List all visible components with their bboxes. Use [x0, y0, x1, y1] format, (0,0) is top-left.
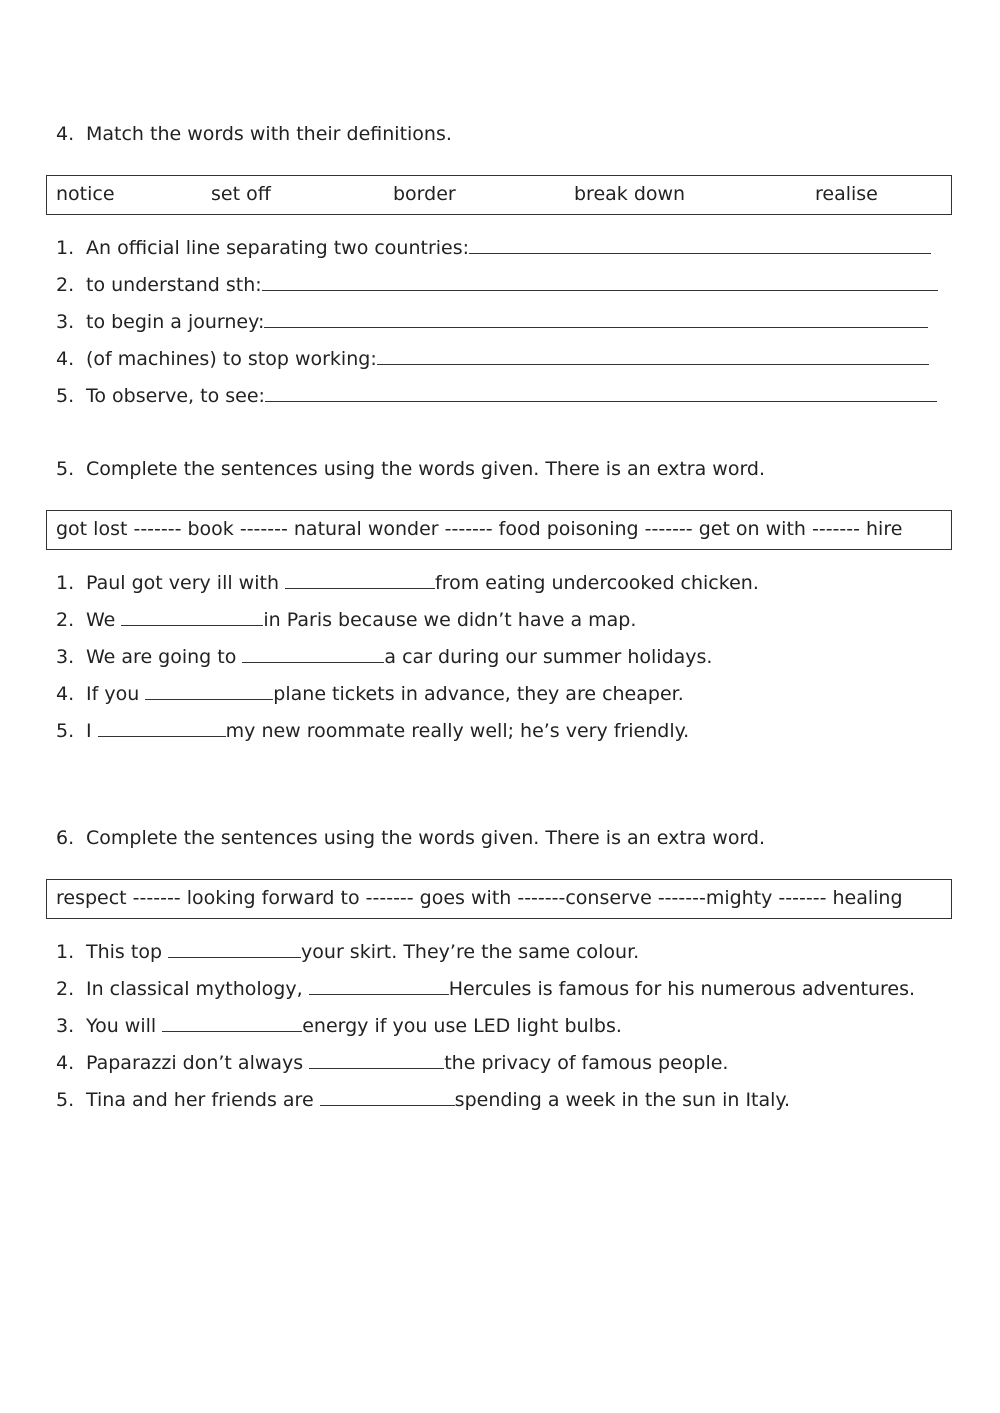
section-number: 4. [56, 123, 75, 145]
definition-item [56, 383, 937, 408]
sentence-item [56, 607, 636, 632]
section-number: 5. [56, 458, 75, 480]
word-bank-box [46, 879, 952, 919]
answer-blank[interactable] [285, 570, 435, 589]
item-number: 3. [56, 1015, 75, 1037]
definition-item [56, 272, 938, 297]
answer-blank[interactable] [309, 1050, 444, 1069]
item-text: (of machines) to stop working: [86, 348, 377, 370]
word-bank-text: got lost ------- book ------- natural wonder ------- food poisoning ------- get on with ------- hire [56, 518, 903, 540]
answer-blank[interactable] [309, 976, 449, 995]
answer-blank[interactable] [162, 1013, 302, 1032]
sentence-item [56, 1087, 790, 1112]
item-number: 4. [56, 683, 75, 705]
sentence-start: We are going to [86, 646, 243, 668]
sentence-item [56, 718, 689, 743]
answer-blank[interactable] [264, 309, 928, 328]
sentence-start: We [86, 609, 122, 631]
item-text: to begin a journey: [86, 311, 265, 333]
item-number: 5. [56, 720, 75, 742]
sentence-start: In classical mythology, [86, 978, 309, 1000]
item-number: 2. [56, 978, 75, 1000]
answer-blank[interactable] [121, 607, 263, 626]
item-text: to understand sth: [86, 274, 262, 296]
item-number: 5. [56, 385, 75, 407]
definition-item [56, 235, 931, 260]
sentence-start: I [86, 720, 98, 742]
word-bank-text: respect ------- looking forward to ------- goes with -------conserve -------mighty ------- healing [56, 887, 903, 909]
sentence-start: Tina and her friends are [86, 1089, 320, 1111]
sentence-end: your skirt. They’re the same colour. [301, 941, 640, 963]
section-title: Complete the sentences using the words given. There is an extra word. [86, 827, 766, 849]
answer-blank[interactable] [469, 235, 931, 254]
item-number: 1. [56, 237, 75, 259]
sentence-start: If you [86, 683, 146, 705]
word-bank-word: break down [574, 183, 686, 205]
sentence-item [56, 1050, 728, 1075]
item-number: 3. [56, 646, 75, 668]
answer-blank[interactable] [168, 939, 301, 958]
sentence-start: Paul got very ill with [86, 572, 286, 594]
sentence-end: in Paris because we didn’t have a map. [263, 609, 637, 631]
sentence-item [56, 644, 712, 669]
sentence-item [56, 939, 639, 964]
item-number: 3. [56, 311, 75, 333]
item-number: 2. [56, 609, 75, 631]
word-bank-word: set off [211, 183, 271, 205]
section-6-heading [56, 826, 765, 850]
word-bank-box [46, 510, 952, 550]
sentence-end: plane tickets in advance, they are cheaper. [273, 683, 684, 705]
sentence-item [56, 570, 759, 595]
sentence-item [56, 976, 915, 1001]
answer-blank[interactable] [145, 681, 273, 700]
answer-blank[interactable] [265, 383, 937, 402]
word-bank-box [46, 175, 952, 215]
item-number: 2. [56, 274, 75, 296]
answer-blank[interactable] [242, 644, 384, 663]
word-bank-word: notice [56, 183, 115, 205]
item-text: An official line separating two countries: [86, 237, 470, 259]
sentence-item [56, 681, 684, 706]
definition-item [56, 346, 929, 371]
sentence-end: a car during our summer holidays. [384, 646, 713, 668]
section-title: Complete the sentences using the words given. There is an extra word. [86, 458, 766, 480]
word-bank-word: border [393, 183, 456, 205]
answer-blank[interactable] [262, 272, 938, 291]
item-number: 4. [56, 1052, 75, 1074]
sentence-start: This top [86, 941, 169, 963]
sentence-item [56, 1013, 622, 1038]
sentence-end: spending a week in the sun in Italy. [454, 1089, 791, 1111]
answer-blank[interactable] [98, 718, 226, 737]
item-number: 5. [56, 1089, 75, 1111]
section-5-heading [56, 457, 765, 481]
sentence-end: Hercules is famous for his numerous adventures. [448, 978, 916, 1000]
item-text: To observe, to see: [86, 385, 265, 407]
item-number: 4. [56, 348, 75, 370]
sentence-end: the privacy of famous people. [444, 1052, 729, 1074]
item-number: 1. [56, 572, 75, 594]
sentence-end: energy if you use LED light bulbs. [302, 1015, 622, 1037]
section-title: Match the words with their definitions. [86, 123, 452, 145]
answer-blank[interactable] [377, 346, 929, 365]
definition-item [56, 309, 928, 334]
word-bank-word: realise [815, 183, 878, 205]
sentence-start: Paparazzi don’t always [86, 1052, 310, 1074]
sentence-start: You will [86, 1015, 163, 1037]
sentence-end: my new roommate really well; he’s very friendly. [225, 720, 690, 742]
sentence-end: from eating undercooked chicken. [435, 572, 759, 594]
answer-blank[interactable] [320, 1087, 455, 1106]
section-number: 6. [56, 827, 75, 849]
section-4-heading [56, 122, 452, 146]
item-number: 1. [56, 941, 75, 963]
